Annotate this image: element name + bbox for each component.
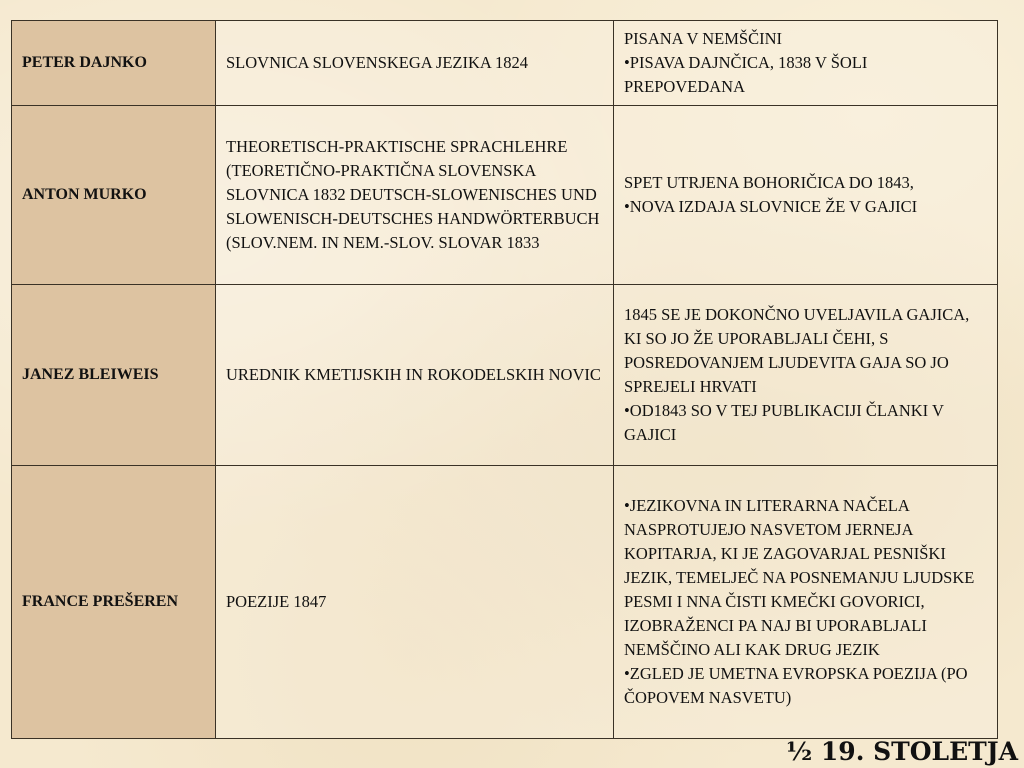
table-row	[12, 466, 998, 739]
page-title: ½ 19. STOLETJA	[786, 737, 1018, 766]
author-cell: ANTON MURKO	[12, 106, 216, 285]
work-cell: UREDNIK KMETIJSKIH IN ROKODELSKIH NOVIC	[216, 285, 614, 466]
note-line: •NOVA IZDAJA SLOVNICE ŽE V GAJICI	[624, 197, 918, 216]
note-line: •PISAVA DAJNČICA, 1838 V ŠOLI PREPOVEDANA	[624, 53, 868, 96]
notes-cell	[614, 466, 998, 739]
note-line: PISANA V NEMŠČINI	[624, 29, 783, 48]
note-line: •JEZIKOVNA IN LITERARNA NAČELA NASPROTUJEJO NASVETOM JERNEJA KOPITARJA, KI JE ZAGOVARJAL PESNIŠKI JEZIK, TEMELJEČ NA POSNEMANJU LJUDSKE PESMI I NNA ČISTI KMEČKI GOVORICI, IZOBRAŽENCI PA NAJ BI UPORABLJALI NEMŠČINO ALI KAK DRUG JEZIK	[624, 496, 975, 659]
notes-cell	[614, 285, 998, 466]
table-row	[12, 106, 998, 285]
author-cell: FRANCE PREŠEREN	[12, 466, 216, 739]
authors-table	[11, 20, 998, 739]
note-line: •ZGLED JE UMETNA EVROPSKA POEZIJA (PO ČOPOVEM NASVETU)	[624, 664, 968, 707]
table-row	[12, 285, 998, 466]
notes-cell	[614, 106, 998, 285]
work-cell: THEORETISCH-PRAKTISCHE SPRACHLEHRE (TEORETIČNO-PRAKTIČNA SLOVENSKA SLOVNICA 1832 DEUTSCH-SLOWENISCHES UND SLOWENISCH-DEUTSCHES HANDWÖRTERBUCH (SLOV.NEM. IN NEM.-SLOV. SLOVAR 1833	[216, 106, 614, 285]
notes-cell	[614, 21, 998, 106]
note-line: •OD1843 SO V TEJ PUBLIKACIJI ČLANKI V GAJICI	[624, 401, 944, 444]
author-cell: PETER DAJNKO	[12, 21, 216, 106]
author-cell: JANEZ BLEIWEIS	[12, 285, 216, 466]
note-line: 1845 SE JE DOKONČNO UVELJAVILA GAJICA, KI SO JO ŽE UPORABLJALI ČEHI, S POSREDOVANJEM LJUDEVITA GAJA SO JO SPREJELI HRVATI	[624, 305, 970, 396]
note-line: SPET UTRJENA BOHORIČICA DO 1843,	[624, 173, 914, 192]
work-cell: SLOVNICA SLOVENSKEGA JEZIKA 1824	[216, 21, 614, 106]
table-row	[12, 21, 998, 106]
work-cell: POEZIJE 1847	[216, 466, 614, 739]
